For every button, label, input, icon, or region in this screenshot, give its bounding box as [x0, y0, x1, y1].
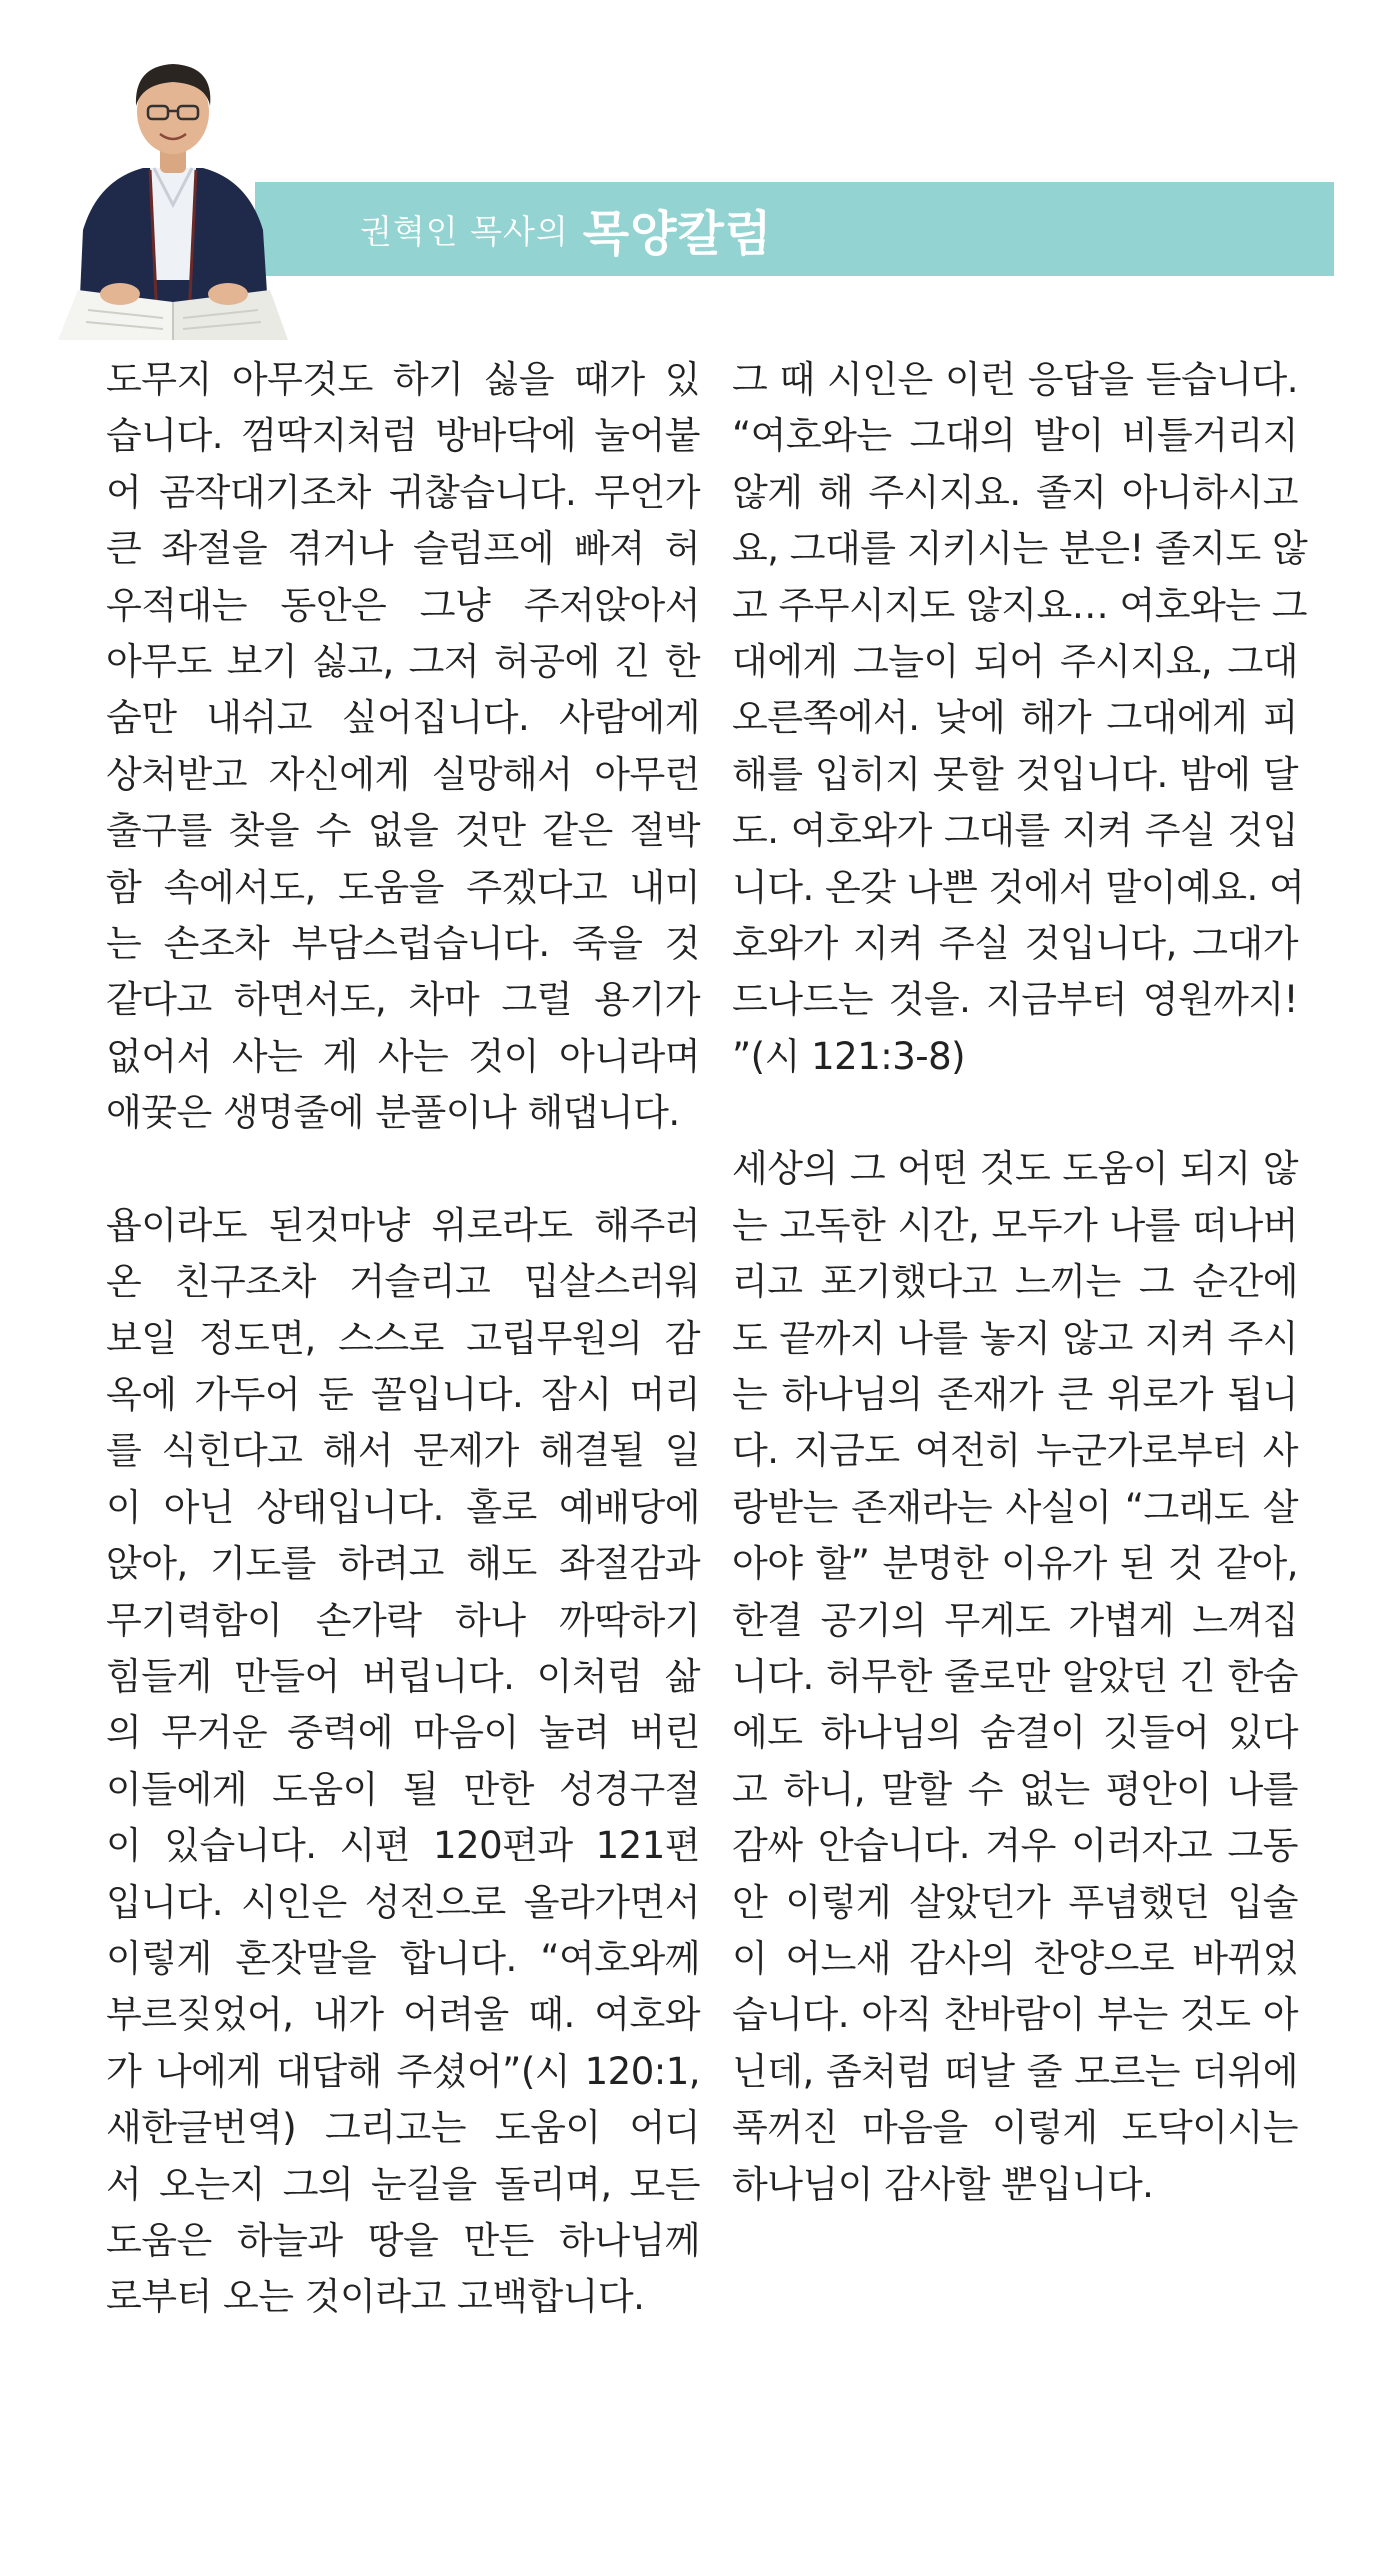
- paragraph: [732, 1141, 1298, 2212]
- text-line: 앉아, 기도를 하려고 해도 좌절감과: [106, 1542, 700, 1586]
- text-line: 않게 해 주시지요. 졸지 아니하시고: [732, 470, 1298, 514]
- text-line: 출구를 찾을 수 없을 것만 같은 절박: [106, 809, 700, 853]
- article-right-column: [732, 352, 1308, 2213]
- text-line: 하나님이 감사할 뿐입니다.: [732, 2162, 1154, 2206]
- text-line: ”(시 121:3-8): [732, 1034, 966, 1078]
- text-line: 니다. 허무한 줄로만 알았던 긴 한숨: [732, 1654, 1298, 1698]
- paragraph-gap: [732, 1085, 1298, 1141]
- text-line: 니다. 온갖 나쁜 것에서 말이예요. 여: [732, 865, 1305, 909]
- text-line: 푹꺼진 마음을 이렇게 도닥이시는: [732, 2106, 1298, 2150]
- text-line: 에도 하나님의 숨결이 깃들어 있다: [732, 1711, 1298, 1755]
- text-line: 함 속에서도, 도움을 주겠다고 내미: [106, 865, 700, 909]
- text-line: 도움은 하늘과 땅을 만든 하나님께: [106, 2218, 700, 2262]
- text-line: 호와가 지켜 주실 것입니다, 그대가: [732, 921, 1298, 965]
- pastor-portrait: [58, 40, 288, 340]
- text-line: 습니다. 아직 찬바람이 부는 것도 아: [732, 1993, 1298, 2037]
- column-name: 목양칼럼: [582, 205, 773, 262]
- text-line: 보일 정도면, 스스로 고립무원의 감: [106, 1316, 700, 1360]
- text-line: 욥이라도 된것마냥 위로라도 해주러: [106, 1203, 700, 1247]
- column-title-banner: [255, 182, 1334, 276]
- text-line: 큰 좌절을 겪거나 슬럼프에 빠져 허: [106, 527, 700, 571]
- text-line: 없어서 사는 게 사는 것이 아니라며: [106, 1034, 700, 1078]
- text-line: 그 때 시인은 이런 응답을 듣습니다.: [732, 358, 1298, 401]
- text-line: 해를 입히지 못할 것입니다. 밤에 달: [732, 752, 1298, 796]
- article-left-column: [106, 352, 700, 2326]
- text-line: 이 있습니다. 시편 120편과 121편: [106, 1824, 700, 1868]
- text-line: 도 끝까지 나를 놓지 않고 지켜 주시: [732, 1316, 1298, 1360]
- text-line: 이 어느새 감사의 찬양으로 바뀌었: [732, 1936, 1298, 1980]
- text-line: 이렇게 혼잣말을 합니다. “여호와께: [106, 1936, 700, 1980]
- paragraph-gap: [106, 1141, 700, 1197]
- text-line: 힘들게 만들어 버립니다. 이처럼 삶: [106, 1654, 700, 1698]
- text-line: 옥에 가두어 둔 꼴입니다. 잠시 머리: [106, 1373, 700, 1417]
- text-line: 서 오는지 그의 눈길을 돌리며, 모든: [106, 2162, 700, 2206]
- text-line: 입니다. 시인은 성전으로 올라가면서: [106, 1880, 700, 1924]
- column-title: [360, 182, 772, 276]
- text-line: 닌데, 좀처럼 떠날 줄 모르는 더위에: [732, 2049, 1298, 2093]
- text-line: 는 하나님의 존재가 큰 위로가 됩니: [732, 1373, 1298, 1417]
- text-line: 세상의 그 어떤 것도 도움이 되지 않: [732, 1147, 1298, 1191]
- paragraph: [106, 352, 700, 1141]
- text-line: 를 식힌다고 해서 문제가 해결될 일: [106, 1429, 700, 1473]
- text-line: 안 이렇게 살았던가 푸념했던 입술: [732, 1880, 1298, 1924]
- text-line: 도무지 아무것도 하기 싫을 때가 있: [106, 358, 700, 401]
- text-line: 고 주무시지도 않지요… 여호와는 그: [732, 583, 1307, 627]
- text-line: 오른쪽에서. 낮에 해가 그대에게 피: [732, 696, 1298, 740]
- text-line: 드나드는 것을. 지금부터 영원까지!: [732, 978, 1298, 1022]
- text-line: 리고 포기했다고 느끼는 그 순간에: [732, 1260, 1298, 1304]
- text-line: 가 나에게 대답해 주셨어”(시 120:1,: [106, 2049, 700, 2093]
- text-line: 고 하니, 말할 수 없는 평안이 나를: [732, 1767, 1298, 1811]
- text-line: 는 손조차 부담스럽습니다. 죽을 것: [106, 921, 700, 965]
- text-line: 같다고 하면서도, 차마 그럴 용기가: [106, 978, 700, 1022]
- text-line: 아무도 보기 싫고, 그저 허공에 긴 한: [106, 639, 700, 683]
- text-line: 숨만 내쉬고 싶어집니다. 사람에게: [106, 696, 700, 740]
- text-line: 이들에게 도움이 될 만한 성경구절: [106, 1767, 700, 1811]
- text-line: 어 곰작대기조차 귀찮습니다. 무언가: [106, 470, 700, 514]
- text-line: 도. 여호와가 그대를 지켜 주실 것입: [732, 809, 1298, 853]
- text-line: 로부터 오는 것이라고 고백합니다.: [106, 2275, 645, 2319]
- text-line: 부르짖었어, 내가 어려울 때. 여호와: [106, 1993, 700, 2037]
- text-line: “여호와는 그대의 발이 비틀거리지: [732, 414, 1298, 458]
- text-line: 는 고독한 시간, 모두가 나를 떠나버: [732, 1203, 1298, 1247]
- text-line: 요, 그대를 지키시는 분은! 졸지도 않: [732, 527, 1308, 571]
- text-line: 이 아닌 상태입니다. 홀로 예배당에: [106, 1485, 700, 1529]
- text-line: 다. 지금도 여전히 누군가로부터 사: [732, 1429, 1298, 1473]
- paragraph: [106, 1198, 700, 2326]
- text-line: 우적대는 동안은 그냥 주저앉아서: [106, 583, 700, 627]
- text-line: 랑받는 존재라는 사실이 “그래도 살: [732, 1485, 1298, 1529]
- text-line: 아야 할” 분명한 이유가 된 것 같아,: [732, 1542, 1298, 1586]
- paragraph: [732, 352, 1308, 1085]
- text-line: 새한글번역) 그리고는 도움이 어디: [106, 2106, 700, 2150]
- text-line: 온 친구조차 거슬리고 밉살스러워: [106, 1260, 700, 1304]
- text-line: 무기력함이 손가락 하나 까딱하기: [106, 1598, 700, 1642]
- column-author-label: 권혁인 목사의: [360, 211, 569, 251]
- text-line: 감싸 안습니다. 겨우 이러자고 그동: [732, 1824, 1298, 1868]
- text-line: 의 무거운 중력에 마음이 눌려 버린: [106, 1711, 700, 1755]
- text-line: 습니다. 껌딱지처럼 방바닥에 눌어붙: [106, 414, 700, 458]
- text-line: 한결 공기의 무게도 가볍게 느껴집: [732, 1598, 1298, 1642]
- text-line: 애꿎은 생명줄에 분풀이나 해댑니다.: [106, 1091, 680, 1135]
- text-line: 상처받고 자신에게 실망해서 아무런: [106, 752, 700, 796]
- text-line: 대에게 그늘이 되어 주시지요, 그대: [732, 639, 1298, 683]
